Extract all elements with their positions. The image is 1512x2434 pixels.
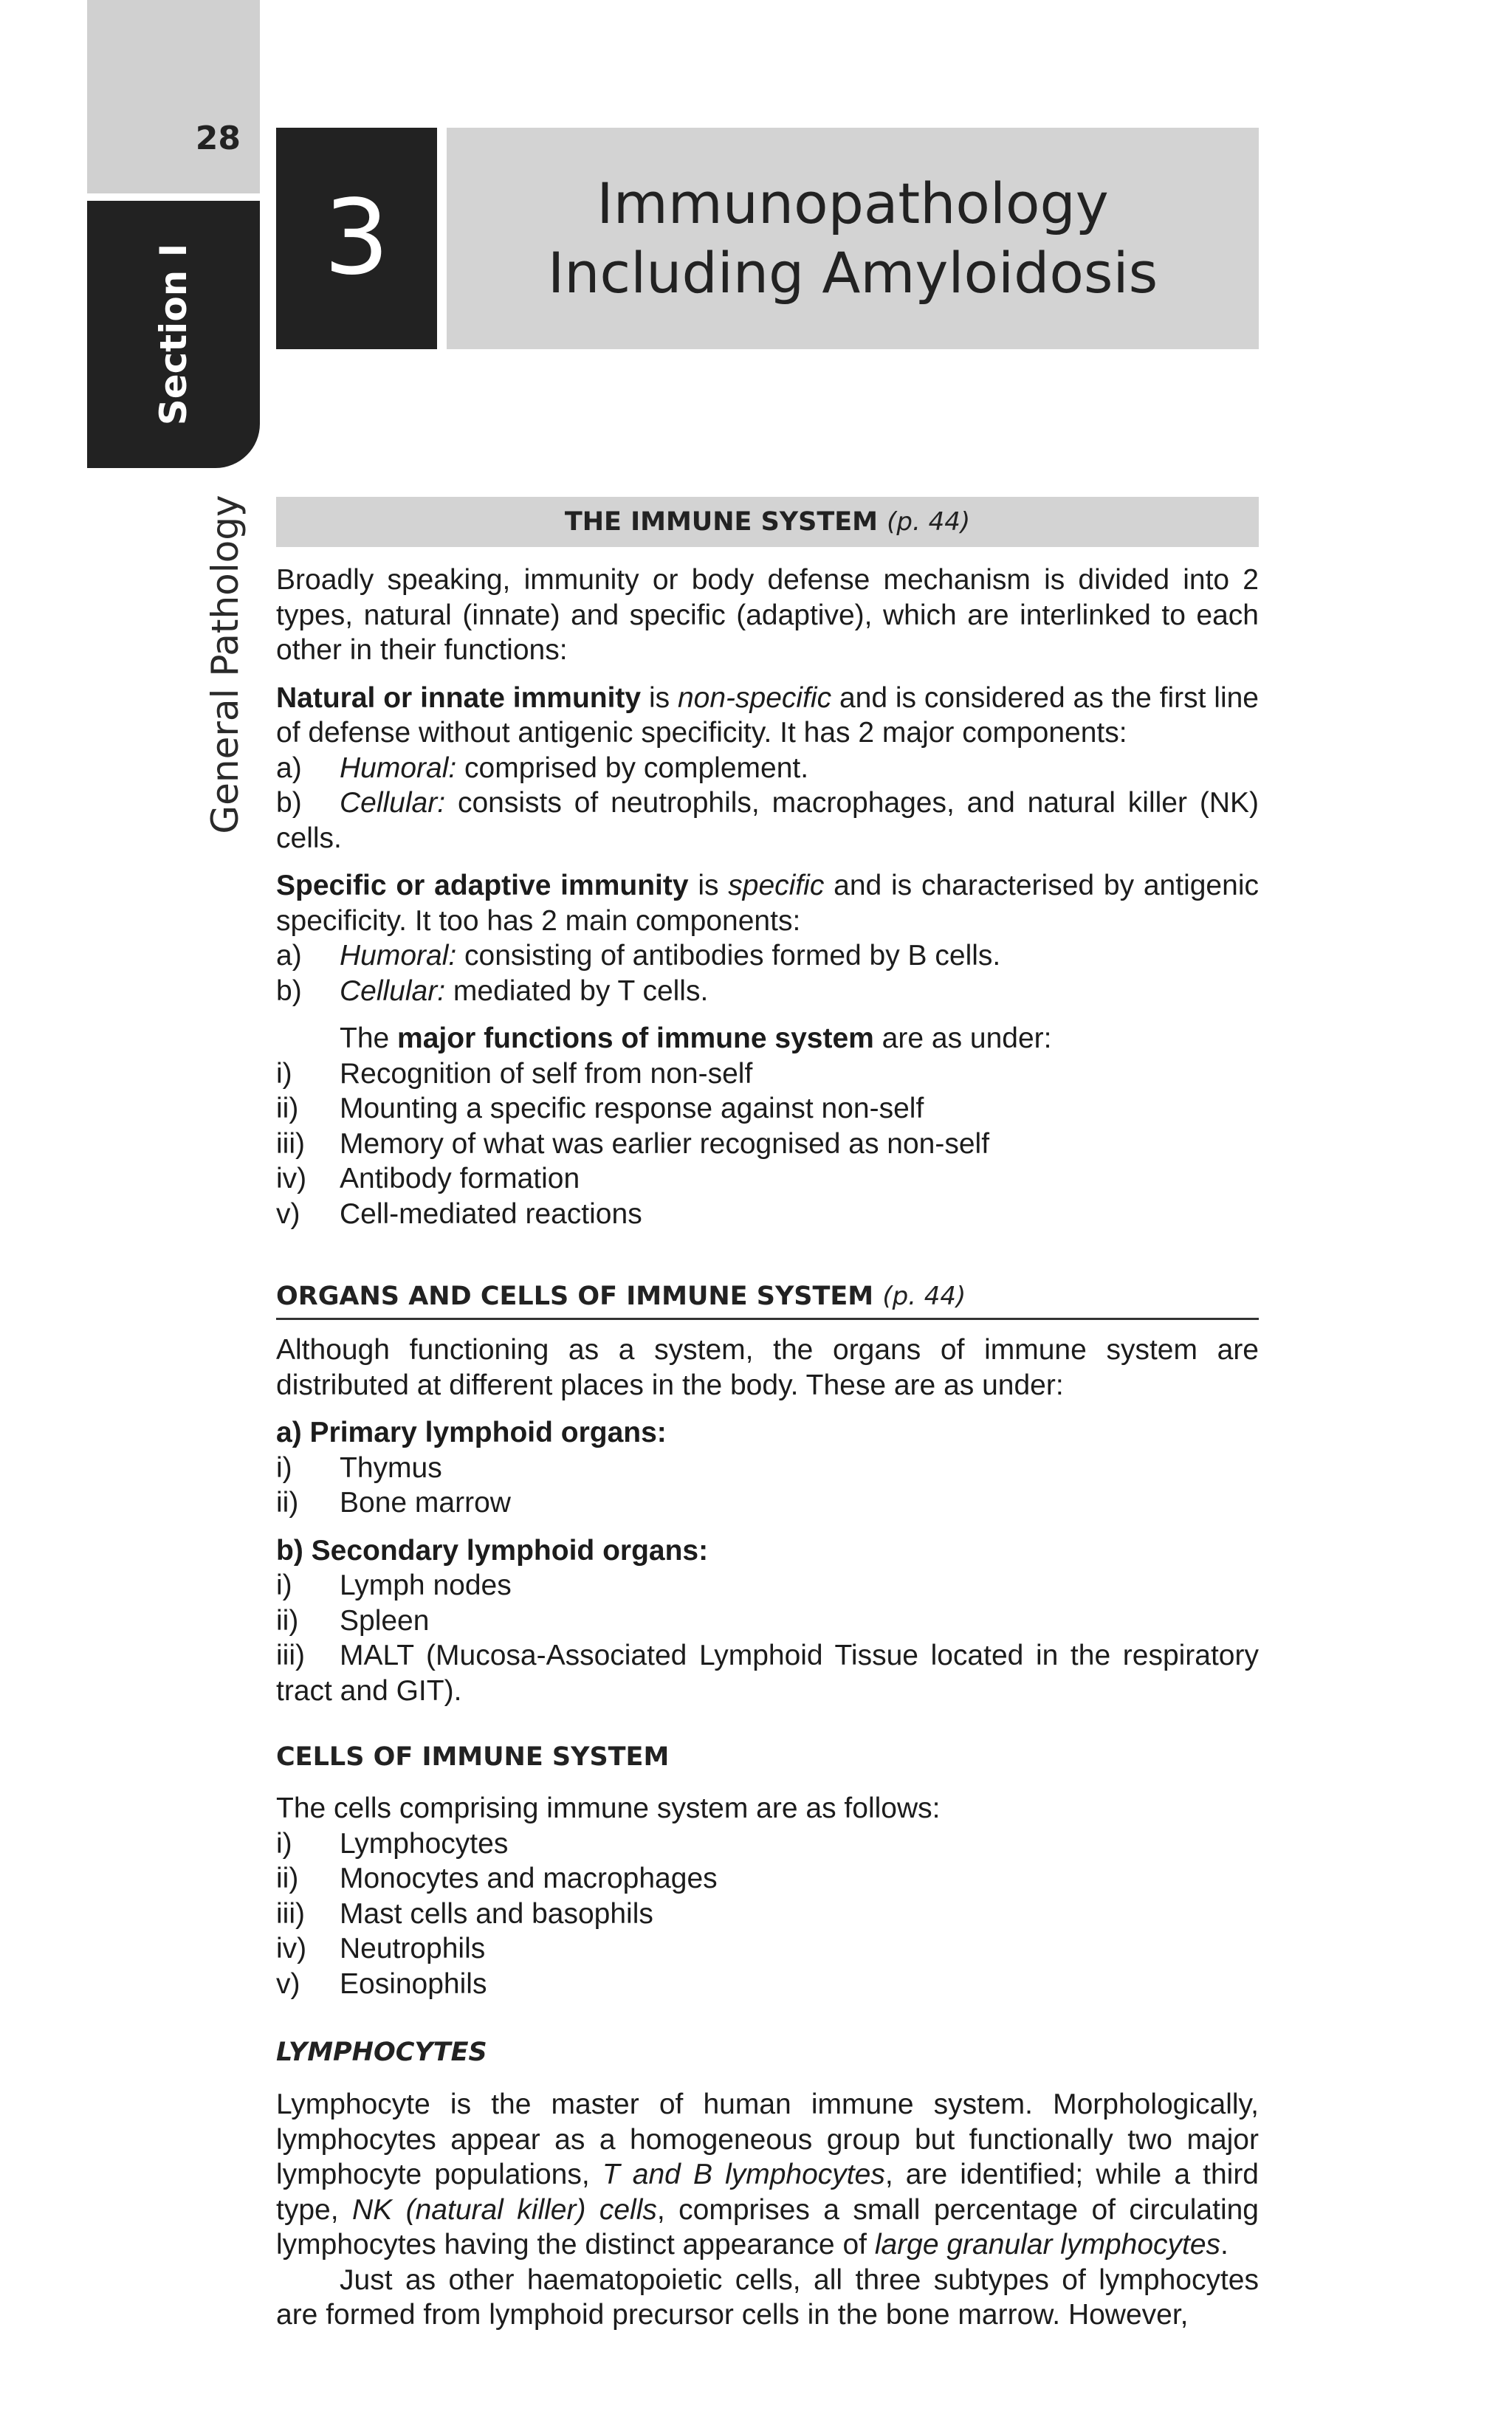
list-item: a) Humoral: comprised by complement. <box>276 752 809 784</box>
intro-paragraph: Broadly speaking, immunity or body defense mechanism is divided into 2 types, natural (innate) and specific (adaptive), which are interlinked to each other in their functions: <box>276 564 1259 666</box>
lymphocytes-paragraph-1: Lymphocyte is the master of human immune system. Morphologically, lymphocytes appear as a homogeneous group but functionally two major lymphocyte populations, T and B lymphocytes, are identified; while a third type, NK (natural killer) cells, comprises a small percentage of circulating lymphocytes having the distinct appearance of large granular lymphocytes. <box>276 2089 1259 2261</box>
list-item: v) Cell-mediated reactions <box>276 1197 642 1230</box>
cells-intro: The cells comprising immune system are as follows: <box>276 1792 941 1824</box>
list-item: v) Eosinophils <box>276 1967 487 2000</box>
organs-body <box>276 1333 1259 1708</box>
list-item: i) Lymphocytes <box>276 1827 509 1860</box>
organs-intro: Although functioning as a system, the organs of immune system are distributed at different places in the body. These are as under: <box>276 1334 1259 1401</box>
immune-system-heading: THE IMMUNE SYSTEM (p. 44) <box>564 507 971 537</box>
section-label: Section I <box>152 243 195 426</box>
list-item: iv) Antibody formation <box>276 1163 580 1194</box>
page-number-tab <box>87 0 260 193</box>
list-item: i) Recognition of self from non-self <box>276 1057 753 1090</box>
list-item: i) Lymph nodes <box>276 1570 512 1601</box>
lymphocytes-body <box>276 2087 1259 2333</box>
immune-system-body <box>276 563 1259 1231</box>
chapter-title-line-1: Immunopathology <box>597 171 1109 236</box>
lymphocytes-heading: LYMPHOCYTES <box>276 2038 487 2067</box>
immune-system-heading-bar <box>276 497 1259 547</box>
list-item: iv) Neutrophils <box>276 1933 486 1964</box>
cells-body <box>276 1791 1259 2001</box>
chapter-number: 3 <box>323 178 390 298</box>
list-item: ii) Mounting a specific response against non-self <box>276 1093 924 1124</box>
side-label: General Pathology <box>204 495 247 834</box>
list-item: ii) Spleen <box>276 1604 430 1637</box>
list-item: iii) Memory of what was earlier recognised as non-self <box>276 1127 990 1160</box>
secondary-organs-title: b) Secondary lymphoid organs: <box>276 1534 709 1567</box>
page-number: 28 <box>195 120 241 157</box>
natural-immunity-paragraph: Natural or innate immunity is non-specific and is considered as the first line of defense without antigenic specificity. It has 2 major components: <box>276 681 1259 749</box>
specific-immunity-paragraph: Specific or adaptive immunity is specific and is characterised by antigenic specificity. It too has 2 main components: <box>276 870 1259 937</box>
list-item: b) Cellular: mediated by T cells. <box>276 974 709 1007</box>
page-reference: (p. 44) <box>887 507 971 537</box>
chapter-title-line-2: Including Amyloidosis <box>547 240 1158 306</box>
heading-rule <box>276 1318 1259 1320</box>
list-item: i) Thymus <box>276 1451 442 1484</box>
functions-paragraph: The major functions of immune system are as under: <box>340 1022 1052 1054</box>
primary-organs-title: a) Primary lymphoid organs: <box>276 1417 667 1448</box>
cells-heading: CELLS OF IMMUNE SYSTEM <box>276 1742 670 1772</box>
list-item: ii) Bone marrow <box>276 1487 511 1519</box>
list-item: b) Cellular: consists of neutrophils, macrophages, and natural killer (NK) cells. <box>276 787 1259 854</box>
chapter-number-box <box>276 128 437 349</box>
organs-heading: ORGANS AND CELLS OF IMMUNE SYSTEM (p. 44) <box>276 1282 966 1311</box>
list-item: a) Humoral: consisting of antibodies formed by B cells. <box>276 940 1001 972</box>
list-item: ii) Monocytes and macrophages <box>276 1863 718 1894</box>
lymphocytes-paragraph-2: Just as other haematopoietic cells, all three subtypes of lymphocytes are formed from lymphoid precursor cells in the bone marrow. However, <box>276 2263 1259 2331</box>
list-item: iii) MALT (Mucosa-Associated Lymphoid Tissue located in the respiratory tract and GIT). <box>276 1640 1259 1707</box>
page-reference: (p. 44) <box>882 1282 966 1311</box>
list-item: iii) Mast cells and basophils <box>276 1897 653 1930</box>
chapter-title-box <box>447 128 1259 349</box>
